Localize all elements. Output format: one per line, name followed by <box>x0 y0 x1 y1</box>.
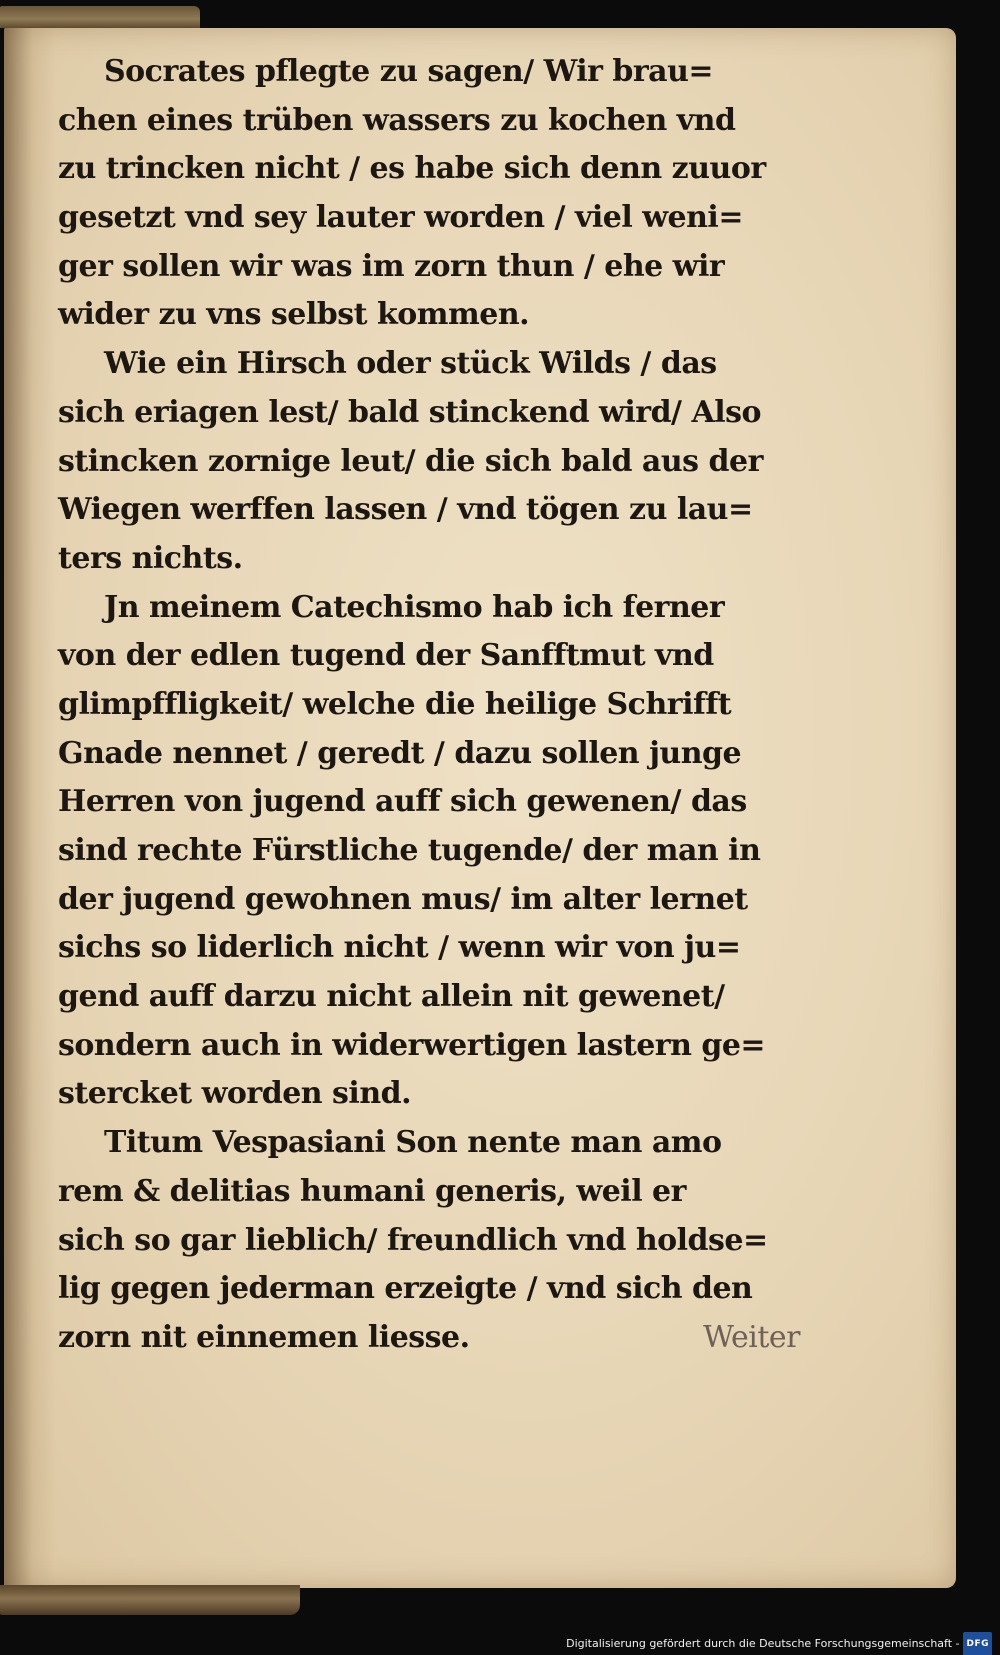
line-text: lig gegen jederman erzeigte / vnd sich den <box>58 1271 753 1307</box>
text-line <box>58 486 800 535</box>
line-text: ger sollen wir was im zorn thun / ehe wir <box>58 248 725 284</box>
binding-shadow <box>4 28 56 1588</box>
line-text: Herren von jugend auff sich gewenen/ das <box>58 784 747 820</box>
line-text: der jugend gewohnen mus/ im alter lernet <box>58 881 748 917</box>
line-text: wider zu vns selbst kommen. <box>58 297 530 333</box>
line-text: zu trincken nicht / es habe sich denn zuuor <box>58 151 766 187</box>
text-line <box>58 584 800 633</box>
text-line <box>58 973 800 1022</box>
text-line <box>58 1168 800 1217</box>
text-line <box>58 1265 800 1314</box>
text-line <box>58 1119 800 1168</box>
line-text: stercket worden sind. <box>58 1076 412 1112</box>
page-text <box>58 48 800 1363</box>
catchword: Weiter <box>703 1319 800 1355</box>
text-line <box>58 730 800 779</box>
line-text: Gnade nennet / geredt / dazu sollen junge <box>58 735 742 771</box>
text-line <box>58 876 800 925</box>
line-text: Wiegen werffen lassen / vnd tögen zu lau= <box>58 492 753 528</box>
book-board-bottom-edge <box>0 1585 300 1615</box>
line-text: stincken zornige leut/ die sich bald aus der <box>58 443 763 479</box>
text-line <box>58 1217 800 1266</box>
text-line <box>58 194 800 243</box>
dfg-logo-icon: DFG <box>963 1632 992 1655</box>
text-line <box>58 1314 800 1363</box>
line-text: Wie ein Hirsch oder stück Wilds / das <box>104 346 717 382</box>
line-text: ters nichts. <box>58 540 243 576</box>
text-line <box>58 243 800 292</box>
text-line <box>58 1022 800 1071</box>
text-line <box>58 438 800 487</box>
text-line <box>58 632 800 681</box>
line-text: sichs so liderlich nicht / wenn wir von ju= <box>58 930 741 966</box>
text-line <box>58 1070 800 1119</box>
line-text: Jn meinem Catechismo hab ich ferner <box>104 589 725 625</box>
text-line <box>58 778 800 827</box>
text-line <box>58 827 800 876</box>
line-text: glimpffligkeit/ welche die heilige Schrifft <box>58 686 732 722</box>
line-text: gend auff darzu nicht allein nit gewenet/ <box>58 979 725 1015</box>
text-line <box>58 535 800 584</box>
line-text: sondern auch in widerwertigen lastern ge= <box>58 1027 766 1063</box>
line-text: sich so gar lieblich/ freundlich vnd holdse= <box>58 1222 768 1258</box>
text-line <box>58 97 800 146</box>
text-line <box>58 340 800 389</box>
line-text: Titum Vespasiani Son nente man amo <box>104 1125 722 1161</box>
text-line <box>58 924 800 973</box>
line-text: rem & delitias humani generis, weil er <box>58 1173 686 1209</box>
text-line <box>58 145 800 194</box>
line-text: sich eriagen lest/ bald stinckend wird/ Also <box>58 394 762 430</box>
credit-text: Digitalisierung gefördert durch die Deutsche Forschungsgemeinschaft - <box>566 1637 960 1650</box>
line-text: sind rechte Fürstliche tugende/ der man in <box>58 833 761 868</box>
text-line <box>58 48 800 97</box>
line-text: Socrates pflegte zu sagen/ Wir brau= <box>104 54 714 89</box>
line-text: von der edlen tugend der Sanfftmut vnd <box>58 638 714 674</box>
digitization-credit <box>566 1633 992 1655</box>
book-board-top-edge <box>0 6 200 28</box>
text-line <box>58 389 800 438</box>
line-text: gesetzt vnd sey lauter worden / viel weni= <box>58 200 743 236</box>
text-line <box>58 681 800 730</box>
text-line <box>58 291 800 340</box>
line-text: chen eines trüben wassers zu kochen vnd <box>58 102 736 138</box>
line-text: zorn nit einnemen liesse. <box>58 1319 470 1355</box>
